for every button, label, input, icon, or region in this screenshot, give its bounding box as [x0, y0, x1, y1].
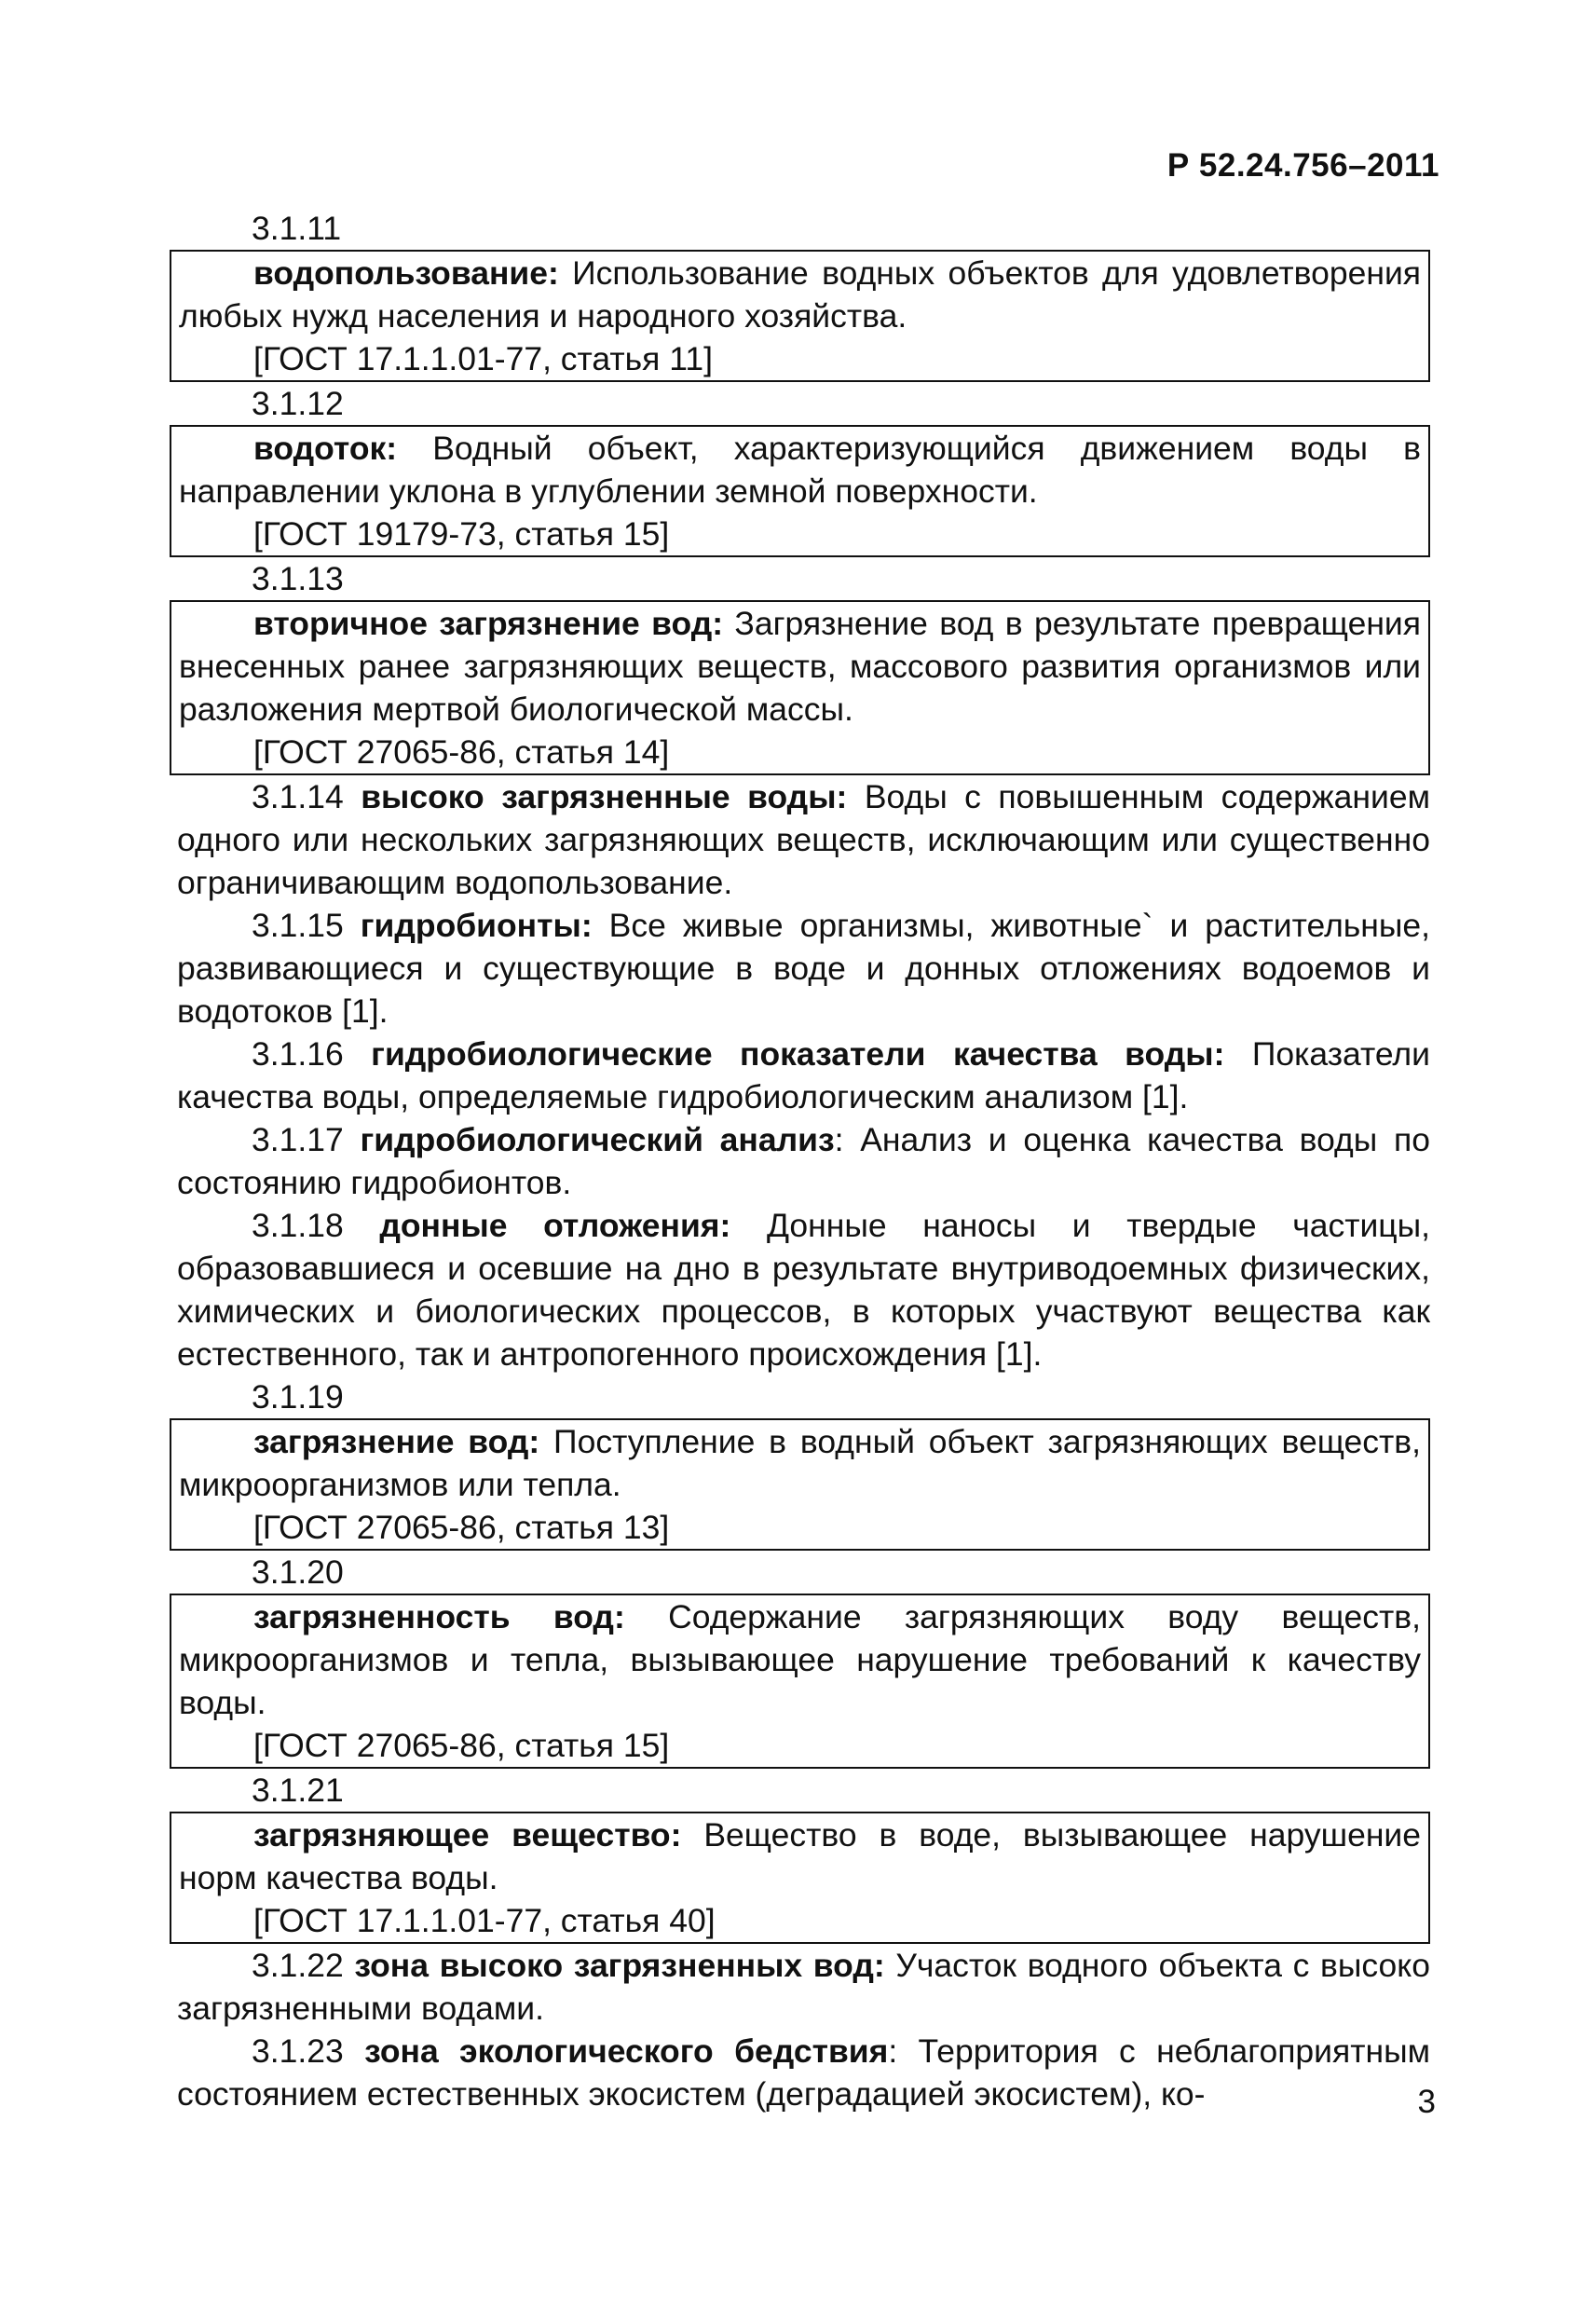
paragraph [177, 775, 1430, 904]
entry-number: 3.1.11 [252, 210, 342, 247]
definition: Донные наносы и твердые частицы, образовавшиеся и осевшие на дно в результате внутриводоемных физических, химических и биологических процессов, в которых участвуют вещества как естественного, так и антропогенного происхождения [1]. [177, 1207, 1430, 1373]
source-reference: [ГОСТ 27065-86, статья 13] [253, 1509, 670, 1546]
definition-box [170, 250, 1430, 382]
definition: Показатели качества воды, определяемые гидробиологическим анализом [1]. [177, 1035, 1430, 1115]
page-number: 3 [1417, 2084, 1436, 2120]
definition: Загрязнение вод в результате превращения внесенных ранее загрязняющих веществ, массового развития организмов или разложения мертвой биологической массы. [179, 605, 1421, 728]
paragraph [177, 2030, 1430, 2115]
definition: Использование водных объектов для удовлетворения любых нужд населения и народного хозяйства. [179, 254, 1421, 335]
definition: Вещество в воде, вызывающее нарушение норм качества воды. [179, 1816, 1421, 1896]
entry-number: 3.1.20 [252, 1553, 344, 1591]
entry-number: 3.1.21 [252, 1772, 344, 1809]
definition-box [170, 600, 1430, 775]
definition: Водный объект, характеризующийся движением воды в направлении уклона в углублении земной поверхности. [179, 430, 1421, 510]
source-reference: [ГОСТ 17.1.1.01-77, статья 11] [253, 340, 713, 377]
term: зона экологического бедствия [364, 2032, 889, 2070]
source-reference: [ГОСТ 27065-86, статья 14] [253, 733, 670, 771]
paragraph [177, 1033, 1430, 1118]
definition-text [179, 427, 1421, 513]
entry-number: 3.1.17 [252, 1121, 344, 1158]
definition: : Территория с неблагоприятным состоянием естественных экосистем (деградацией экосистем), ко- [177, 2032, 1430, 2113]
definition: Участок водного объекта с высоко загрязненными водами. [177, 1947, 1430, 2027]
definition-box [170, 1812, 1430, 1944]
paragraph [177, 1944, 1430, 2030]
term: зона высоко загрязненных вод: [354, 1947, 885, 1984]
definition: Содержание загрязняющих воду веществ, микроорганизмов и тепла, вызывающее нарушение требований к качеству воды. [179, 1598, 1421, 1721]
definition-text [179, 1595, 1421, 1724]
entry-number: 3.1.19 [252, 1378, 344, 1416]
definition: Все живые организмы, животные` и растительные, развивающиеся и существующие в воде и донных отложениях водоемов и водотоков [1]. [177, 907, 1430, 1030]
definition-text [179, 602, 1421, 731]
definition-text [179, 252, 1421, 337]
term: загрязненность вод: [253, 1598, 625, 1635]
source-reference: [ГОСТ 19179-73, статья 15] [253, 515, 670, 553]
definition: Воды с повышенным содержанием одного или нескольких загрязняющих веществ, исключающим или существенно ограничивающим водопользование. [177, 778, 1430, 901]
term: водопользование: [253, 254, 559, 292]
definition-text [179, 1813, 1421, 1899]
entry-number: 3.1.12 [252, 385, 344, 422]
term: гидробиологические показатели качества воды: [371, 1035, 1225, 1073]
definition-box [170, 425, 1430, 557]
entry-number: 3.1.15 [252, 907, 344, 944]
document-body [177, 207, 1430, 2115]
definition: : Анализ и оценка качества воды по состоянию гидробионтов. [177, 1121, 1430, 1201]
paragraph [177, 1118, 1430, 1204]
term: загрязнение вод: [253, 1423, 540, 1460]
term: загрязняющее вещество: [253, 1816, 682, 1854]
term: гидробионты: [360, 907, 593, 944]
source-reference: [ГОСТ 17.1.1.01-77, статья 40] [253, 1902, 716, 1939]
definition-box [170, 1418, 1430, 1551]
document-code: Р 52.24.756–2011 [1166, 147, 1439, 184]
term: вторичное загрязнение вод: [253, 605, 724, 642]
entry-number: 3.1.14 [252, 778, 344, 815]
paragraph [177, 1204, 1430, 1375]
entry-number: 3.1.16 [252, 1035, 344, 1073]
entry-number: 3.1.13 [252, 560, 344, 597]
term: гидробиологический анализ [360, 1121, 835, 1158]
definition: Поступление в водный объект загрязняющих веществ, микроорганизмов или тепла. [179, 1423, 1421, 1503]
source-reference: [ГОСТ 27065-86, статья 15] [253, 1727, 670, 1764]
term: высоко загрязненные воды: [361, 778, 848, 815]
paragraph [177, 904, 1430, 1033]
entry-number: 3.1.22 [252, 1947, 344, 1984]
term: донные отложения: [379, 1207, 731, 1244]
entry-number: 3.1.18 [252, 1207, 344, 1244]
definition-box [170, 1594, 1430, 1769]
definition-text [179, 1420, 1421, 1506]
entry-number: 3.1.23 [252, 2032, 344, 2070]
term: водоток: [253, 430, 398, 467]
